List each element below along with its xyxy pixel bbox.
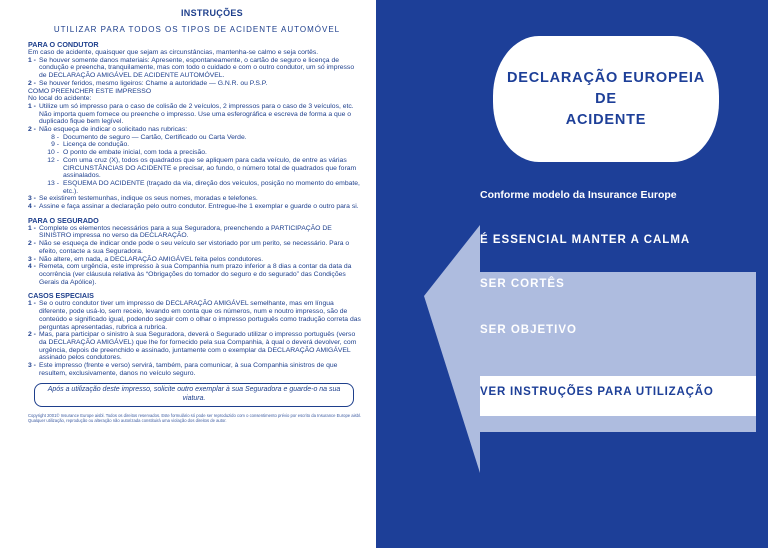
conformity-note: Conforme modelo da Insurance Europe (480, 189, 677, 201)
section-heading-driver: PARA O CONDUTOR (28, 40, 99, 49)
how-to-fill-heading: COMO PREENCHER ESTE IMPRESSO (28, 87, 152, 95)
section-heading-special: CASOS ESPECIAIS (28, 291, 94, 301)
driver-intro: Em caso de acidente, quaisquer que sejam as circunstâncias, mantenha-se calmo e seja cortês. (28, 49, 319, 56)
instructions-panel (0, 0, 372, 548)
list-item: 4 - Assine e faça assinar a declaração pelo outro condutor. Entregue-lhe 1 exemplar e guarde o outro para si. (28, 203, 359, 211)
keep-calm-text: É ESSENCIAL MANTER A CALMA (480, 234, 691, 246)
be-objective-text: SER OBJETIVO (480, 324, 577, 336)
list-item: 1 - Se o outro condutor tiver um impresso de DECLARAÇÃO AMIGÁVEL semelhante, mas em língua diferente, pode usá-lo, sem receio, levando em conta que os números, num e noutro impresso, são de conteúdo e significado igual, podendo seguir com o olhar o impresso português como tradução correta das perguntas apresentadas, rubrica a rubrica. (28, 300, 361, 331)
rubric-item: 9 - Licença de condução. (51, 141, 130, 149)
list-item: 2 - Não se esqueça de indicar onde pode o seu veículo ser vistoriado por um perito, se necessário. Para o efeito, contacte a sua Seguradora. (28, 240, 350, 255)
keep-copy-note: Após a utilização deste impresso, solicite outro exemplar à sua Seguradora e guarde-o na sua viatura. (34, 383, 354, 407)
list-item: 3 - Este impresso (frente e verso) servirá, também, para comunicar, à sua Companhia sinistros de que resultem, exclusivamente, danos no veículo seguro. (28, 362, 338, 377)
list-item: 3 - Se existirem testemunhas, indique os seus nomes, moradas e telefones. (28, 195, 258, 203)
be-courteous-text: SER CORTÊS (480, 278, 565, 290)
list-item: 2 - Se houver feridos, mesmo ligeiros: Chame a autoridade — G.N.R. ou P.S.P. (28, 79, 268, 87)
list-item: 4 - Remeta, com urgência, este impresso à sua Companhia num prazo inferior a 8 dias a contar da data da ocorrência (ver cláusula relativa às “Obrigações do tomador do seguro e do segurado” das Condições Gerais da Apólice). (28, 263, 352, 286)
title-line-2: DE (595, 90, 617, 107)
list-item: 1 - Complete os elementos necessários para a sua Seguradora, preenchendo a PARTICIPAÇÃO DE SINISTRO impressa no verso da DECLARAÇÃO. (28, 224, 332, 240)
rubric-item: 12 - Com uma cruz (X), todos os quadrados que se apliquem para cada veículo, de entre as várias CIRCUNSTÂNCIAS DO ACIDENTE e precisar, ao fundo, o número total de quadrados que foram assinalados. (47, 156, 357, 180)
list-item: 3 - Não altere, em nada, a DECLARAÇÃO AMIGÁVEL feita pelos condutores. (28, 255, 264, 263)
rubric-item: 13 - ESQUEMA DO ACIDENTE (traçado da via, direção dos veículos, posição no momento do embate, etc.). (47, 179, 360, 195)
title-line-3: ACIDENTE (565, 111, 647, 128)
copyright-text: Copyright 2001© Insurance Europe aisbl. Todos os direitos reservados. Este formulário só pode ser reproduzido com o consentimento prévio por escrito da Insurance Europe aisbl. Qualquer utilização, reprodução ou alteração não autorizada constituirá uma violação dos direitos de autor. (28, 413, 362, 424)
rubric-item: 8 - Documento de seguro — Cartão, Certificado ou Carta Verde. (51, 133, 247, 141)
list-item: 2 - Mas, para participar o sinistro à sua Seguradora, deverá o Segurado utilizar o impresso português (verso da DECLARAÇÃO AMIGÁVEL) que lhe for fornecido pela sua Companhia, à qual o deverá devolver, com urgência, depois de preenchido e assinado, juntamente com o exemplar da DECLARAÇÃO AMIGÁVEL assinado pelos condutores. (28, 331, 357, 362)
cover-panel (376, 0, 768, 548)
title-box (493, 36, 719, 162)
list-item: 1 - Se houver somente danos materiais: Apresente, espontaneamente, o cartão de seguro e licença de condução e preencha, tranquilamente, mas com todo o cuidado e com o outro condutor, um só impresso de DECLARAÇÃO AMIGÁVEL DE ACIDENTE AUTOMÓVEL. (28, 56, 355, 80)
title-line-1: DECLARAÇÃO EUROPEIA (506, 69, 706, 86)
rubric-item: 10 - O ponto de embate inicial, com toda a precisão. (47, 149, 207, 157)
instructions-subtitle: UTILIZAR PARA TODOS OS TIPOS DE ACIDENTE AUTOMÓVEL (53, 25, 341, 34)
list-item: 2 - Não esqueça de indicar o solicitado nas rubricas: (28, 126, 188, 134)
instructions-title: INSTRUÇÕES (180, 8, 243, 18)
accident-site-label: No local do acidente: (28, 95, 92, 103)
list-item: 1 - Utilize um só impresso para o caso de colisão de 2 veículos, 2 impressos para o caso de 3 veículos, etc. Não importa quem fornece ou preenche o impresso. Use uma esferográfica e escreva de forma a que o duplicado fique bem legível. (28, 102, 354, 126)
section-heading-insured: PARA O SEGURADO (28, 215, 99, 225)
see-instructions-text: VER INSTRUÇÕES PARA UTILIZAÇÃO (480, 386, 714, 398)
